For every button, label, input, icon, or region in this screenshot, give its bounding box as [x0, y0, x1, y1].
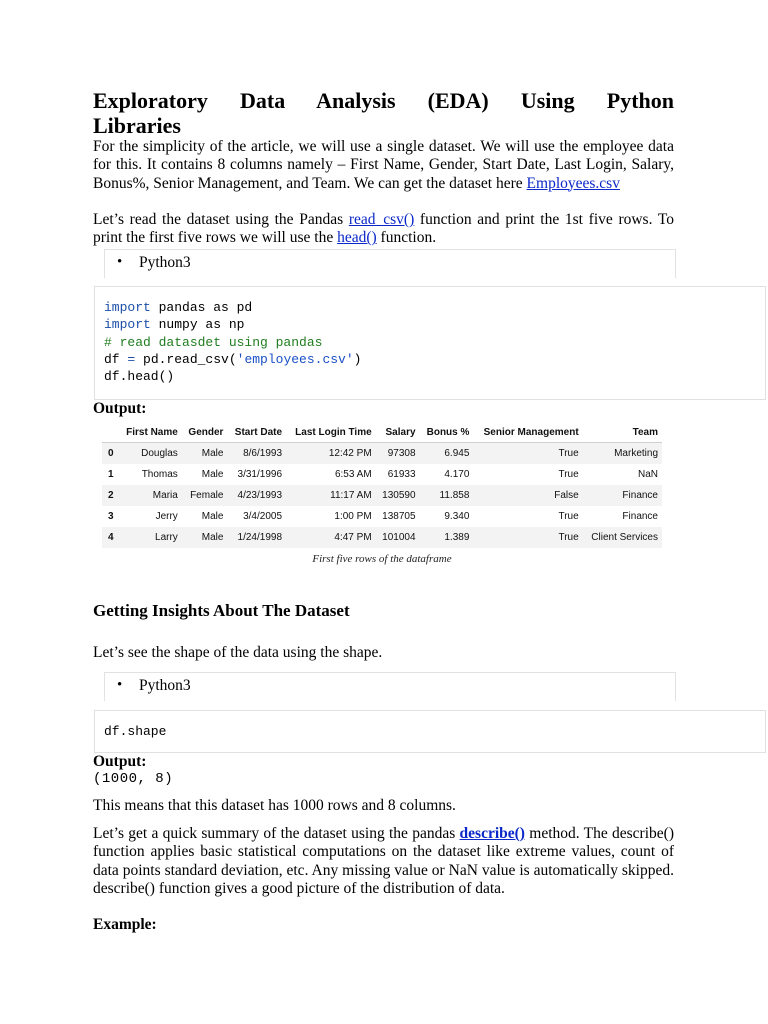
shape-explain-paragraph: This means that this dataset has 1000 rows and 8 columns.: [93, 797, 456, 814]
table-cell: True: [473, 527, 582, 548]
output-label: Output:: [93, 400, 147, 417]
language-tab-python3[interactable]: [104, 249, 676, 278]
table-cell: False: [473, 485, 582, 506]
head-link[interactable]: head(): [337, 229, 377, 247]
row-index: 2: [102, 485, 119, 506]
table-caption: First five rows of the dataframe: [312, 553, 452, 565]
table-cell: 6.945: [420, 443, 474, 465]
column-header: Start Date: [227, 422, 286, 443]
output-label: Output:: [93, 753, 147, 770]
column-header: First Name: [119, 422, 182, 443]
table-cell: True: [558, 469, 579, 480]
section-heading: Getting Insights About The Dataset: [93, 601, 350, 620]
code-keyword: import: [104, 300, 151, 315]
code-text: ): [353, 351, 362, 367]
table-row: [102, 527, 662, 548]
code-text: pd.read_csv(: [135, 351, 237, 367]
table-cell: Thomas: [141, 469, 178, 480]
shape-intro-paragraph: Let’s see the shape of the data using the shape.: [93, 644, 383, 661]
bullet-icon: •: [117, 677, 123, 693]
code-line: [104, 299, 756, 316]
example-label: Example:: [93, 916, 157, 933]
table-cell: Female: [182, 485, 228, 506]
table-cell: Douglas: [119, 443, 182, 465]
table-cell: 11.858: [420, 485, 474, 506]
table-cell: Maria: [119, 485, 182, 506]
language-label: Python3: [139, 254, 191, 271]
table-row: [102, 485, 662, 506]
table-cell: Male: [201, 469, 224, 480]
table-cell: True: [473, 443, 582, 465]
code-operator: =: [127, 351, 136, 367]
read-text-2: function and print the 1st five rows. To print the first five rows we will use the: [93, 211, 674, 247]
column-header: Senior Management: [473, 422, 582, 443]
code-block-read-csv[interactable]: [94, 286, 766, 400]
table-cell: True: [558, 511, 579, 522]
table-cell: Male: [182, 527, 228, 548]
table-cell: 8/6/1993: [227, 443, 286, 465]
read-text-1: Let’s read the dataset using the Pandas: [93, 211, 349, 228]
column-header: Last Login Time: [286, 422, 376, 443]
code-text: numpy as np: [150, 317, 245, 333]
code-comment: # read datasdet using pandas: [104, 334, 323, 350]
table-cell: Marketing: [583, 443, 662, 465]
column-header: Bonus %: [420, 422, 474, 443]
table-cell: 11:17 AM: [286, 485, 376, 506]
code-keyword: import: [104, 317, 151, 333]
title-line-1: Exploratory Data Analysis (EDA) Using Python: [93, 88, 674, 113]
read-csv-link[interactable]: read_csv(): [348, 211, 415, 228]
table-cell: 1:00 PM: [334, 511, 372, 522]
row-index: 4: [102, 527, 119, 548]
code-text: df: [104, 351, 128, 367]
table-row: [102, 464, 662, 485]
table-cell: 97308: [376, 443, 420, 465]
table-cell: Jerry: [155, 511, 178, 522]
table-cell: 3/31/1996: [237, 469, 283, 480]
column-header: [102, 422, 119, 443]
code-line: df.shape: [104, 724, 167, 739]
read-dataset-paragraph: [93, 211, 674, 248]
table-cell: Male: [182, 443, 228, 465]
table-cell: Finance: [622, 511, 658, 522]
row-index: 3: [108, 511, 114, 522]
table-cell: 9.340: [444, 511, 470, 522]
table-cell: Male: [201, 511, 224, 522]
table-cell: Finance: [583, 485, 662, 506]
page-title: [93, 88, 674, 138]
intro-paragraph: [93, 138, 674, 193]
table-cell: 101004: [376, 527, 420, 548]
column-header: Gender: [182, 422, 228, 443]
table-cell: 12:42 PM: [286, 443, 376, 465]
output-value: (1000, 8): [93, 771, 174, 787]
table-header-row: [102, 422, 662, 443]
bullet-icon: •: [117, 254, 123, 270]
dataframe-table: [102, 422, 662, 548]
describe-paragraph: [93, 825, 674, 898]
row-index: 0: [102, 443, 119, 465]
column-header: Team: [583, 422, 662, 443]
table-cell: NaN: [637, 469, 658, 480]
title-line-2: Libraries: [93, 113, 181, 138]
code-line: [104, 316, 756, 333]
table-row: [102, 443, 662, 465]
language-label: Python3: [139, 677, 191, 694]
column-header: Salary: [376, 422, 420, 443]
table-cell: 61933: [387, 469, 416, 480]
table-cell: 1/24/1998: [227, 527, 286, 548]
table-cell: 3/4/2005: [243, 511, 283, 522]
describe-link[interactable]: describe(): [459, 825, 525, 842]
code-string: 'employees.csv': [236, 351, 354, 367]
row-index: 1: [108, 469, 114, 480]
describe-text-1: Let’s get a quick summary of the dataset using the pandas: [93, 825, 460, 842]
table-cell: 4:47 PM: [286, 527, 376, 548]
code-line: df.head(): [104, 369, 175, 385]
code-text: pandas as pd: [150, 300, 253, 315]
code-line: [104, 351, 756, 368]
read-text-3: function.: [376, 229, 437, 247]
employees-csv-link[interactable]: Employees.csv: [526, 174, 620, 192]
table-row: [102, 506, 662, 527]
code-block-shape[interactable]: [94, 710, 766, 753]
table-cell: Larry: [119, 527, 182, 548]
intro-text: For the simplicity of the article, we will use a single dataset. We will use the employee data for this. It contains 8 columns namely – First Name, Gender, Start Date, Last Login, Salary, Bonus%, Senior Management, and Team. We can get the dataset here: [93, 138, 674, 192]
table-cell: 138705: [382, 511, 416, 522]
language-tab-python3[interactable]: [104, 672, 676, 701]
table-cell: Client Services: [583, 527, 662, 548]
table-cell: 130590: [376, 485, 420, 506]
table-cell: 4/23/1993: [227, 485, 286, 506]
table-cell: 6:53 AM: [334, 469, 372, 480]
table-cell: 1.389: [420, 527, 474, 548]
describe-text-2: method. The describe() function applies basic statistical computations on the dataset like extreme values, count of data points standard deviation, etc. Any missing value or NaN value is automatically skipped. describe() function gives a good picture of the distribution of data.: [93, 825, 674, 897]
table-cell: 4.170: [444, 469, 470, 480]
